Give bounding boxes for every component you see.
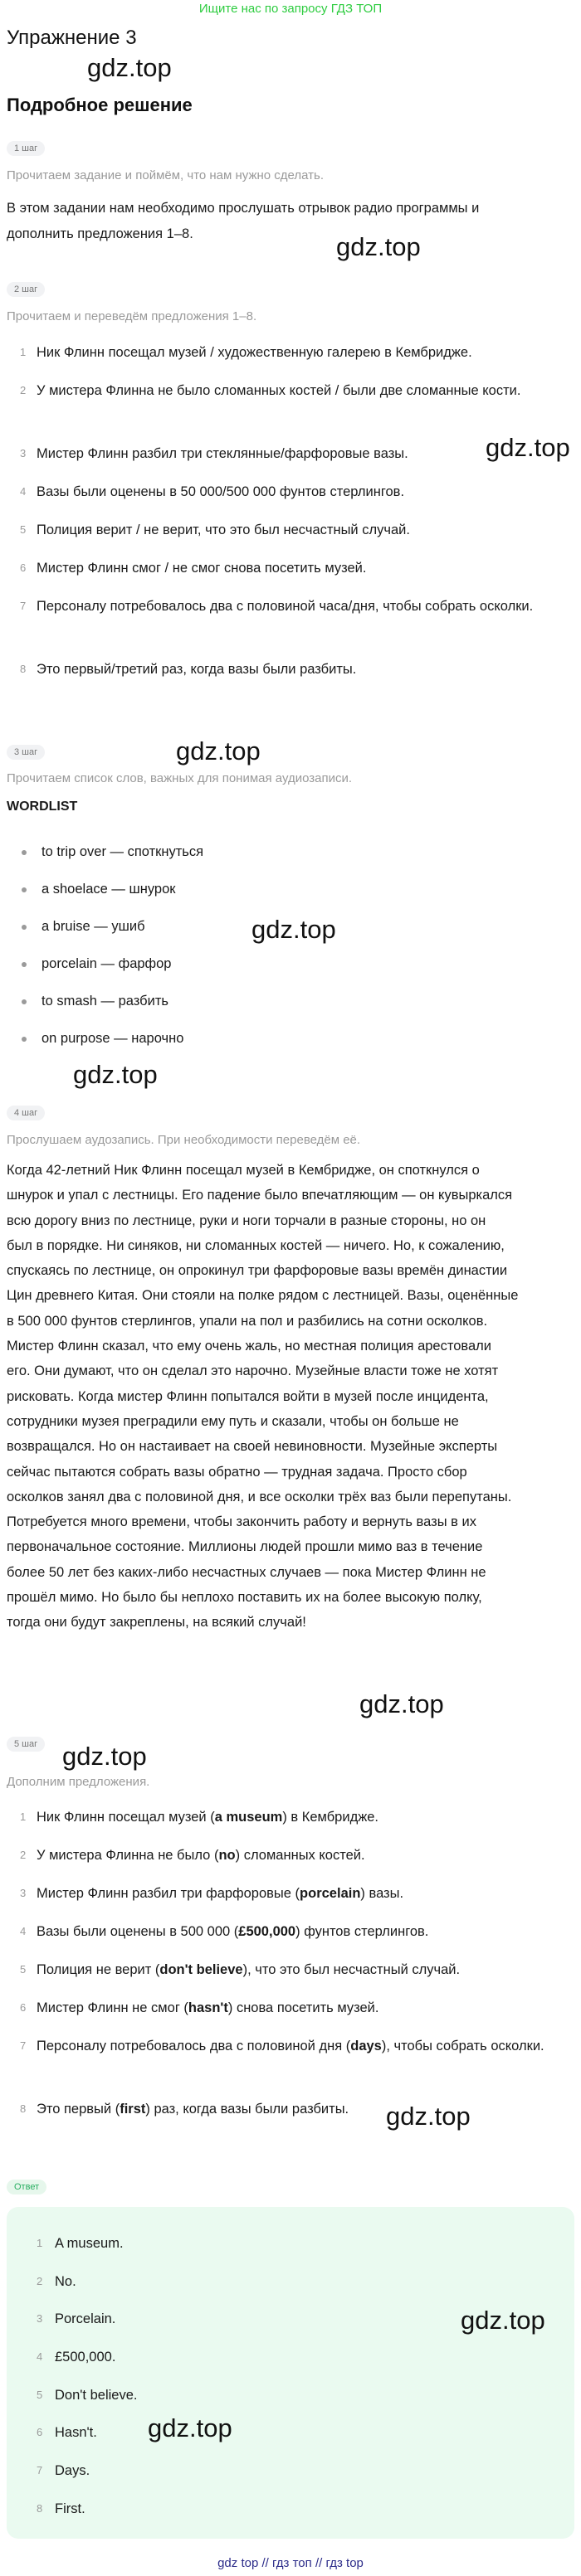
list-item: 5 Don't believe. — [37, 2387, 138, 2403]
solution-title: Подробное решение — [7, 95, 193, 115]
text-line: тогда они будут закреплены, на всякий случай! — [7, 1615, 306, 1631]
list-item: 1 Ник Флинн посещал музей (a museum) в Кембридже. — [20, 1810, 378, 1825]
watermark: gdz.top — [176, 736, 261, 766]
exercise-title: Упражнение 3 — [7, 27, 137, 49]
text-line: рисковать. Когда мистер Флинн попытался войти в музей после инцидента, — [7, 1388, 489, 1404]
list-item: 7 Персоналу потребовалось два с половиной дня (days), чтобы собрать осколки. — [20, 2039, 544, 2054]
watermark: gdz.top — [251, 915, 336, 944]
footer-links — [0, 2556, 581, 2570]
list-item: 7 Персоналу потребовалось два с половиной часа/дня, чтобы собрать осколки. — [20, 599, 534, 614]
text-line: Потребуется много времени, чтобы закончить работу и вернуть вазы в их — [7, 1514, 476, 1530]
text-line: сотрудники музея преградили ему путь и сказали, чтобы он больше не — [7, 1413, 459, 1429]
answer-badge: Ответ — [7, 2180, 46, 2194]
text-line: возвращался. Но он настаивает на своей невиновности. Музейные эксперты — [7, 1439, 498, 1455]
list-item: a shoelace — шнурок — [7, 877, 203, 914]
list-item: 6 Hasn't. — [37, 2425, 97, 2441]
text-line: всю дорогу вниз по лестнице, руки и ноги торчали в разные стороны, но он — [7, 1213, 486, 1228]
text-line: осколков занял два с половиной дня, и все осколки трёх ваз были перепутаны. — [7, 1489, 512, 1504]
text-line: Мистер Флинн сказал, что ему очень жаль, но местная полиция арестовали — [7, 1339, 492, 1354]
list-item: 5 Полиция верит / не верит, что это был несчастный случай. — [20, 522, 410, 537]
step-4-badge: 4 шаг — [7, 1106, 45, 1120]
text-line: первоначальное состояние. Миллионы людей прошли мимо ваз в течение — [7, 1539, 483, 1555]
watermark: gdz.top — [73, 1060, 158, 1089]
footer-link[interactable]: гдз топ — [272, 2556, 312, 2570]
step-5-badge: 5 шаг — [7, 1737, 45, 1752]
text-line: был в порядке. Ни синяков, ни сломанных костей — ничего. Но, к сожалению, — [7, 1237, 505, 1253]
step-2-badge: 2 шаг — [7, 282, 45, 297]
list-item: porcelain — фарфор — [7, 951, 203, 989]
watermark: gdz.top — [461, 2306, 545, 2335]
footer-separator: // — [261, 2556, 269, 2570]
list-item: 5 Полиция не верит (don't believe), что это был несчастный случай. — [20, 1962, 461, 1977]
text-line: В этом задании нам необходимо прослушать отрывок радио программы и — [7, 201, 480, 216]
list-item: to smash — разбить — [7, 989, 203, 1026]
top-banner[interactable]: Ищите нас по запросу ГДЗ ТОП — [198, 2, 383, 16]
list-item: 3 Мистер Флинн разбил три фарфоровые (porcelain) вазы. — [20, 1886, 404, 1901]
watermark: gdz.top — [486, 433, 570, 462]
text-line: прошёл мимо. Но было бы неплохо поставить их на более высокую полку, — [7, 1590, 482, 1606]
step-5-instruction: Дополним предложения. — [7, 1775, 150, 1789]
text-line: спускаясь по лестнице, он опрокинул три фарфоровые вазы времён династии — [7, 1263, 508, 1279]
watermark: gdz.top — [386, 2102, 471, 2131]
list-item: 4 Вазы были оценены в 500 000 (£500,000) фунтов стерлингов. — [20, 1924, 429, 1939]
text-line: дополнить предложения 1–8. — [7, 226, 193, 241]
step-5-list — [7, 1805, 571, 2135]
list-item: 8 First. — [37, 2501, 85, 2516]
step-2-instruction: Прочитаем и переведём предложения 1–8. — [7, 309, 257, 323]
list-item: a bruise — ушиб — [7, 914, 203, 951]
list-item: 8 Это первый (first) раз, когда вазы были разбиты. — [20, 2102, 349, 2117]
watermark: gdz.top — [359, 1689, 444, 1718]
watermark: gdz.top — [87, 53, 172, 82]
text-line: в 500 000 фунтов стерлингов, упали на пол и разбились на сотни осколков. — [7, 1313, 488, 1329]
watermark: gdz.top — [336, 232, 421, 261]
list-item: 3 Мистер Флинн разбил три стеклянные/фарфоровые вазы. — [20, 446, 408, 461]
step-1-instruction: Прочитаем задание и поймём, что нам нужно сделать. — [7, 168, 325, 182]
list-item: 8 Это первый/третий раз, когда вазы были разбиты. — [20, 662, 357, 677]
step-4-instruction: Прослушаем аудозапись. При необходимости переведём её. — [7, 1133, 361, 1147]
step-1-badge: 1 шаг — [7, 141, 45, 156]
text-line: сейчас пытаются собрать вазы обратно — трудная задача. Просто сбор — [7, 1464, 467, 1480]
step-1-text — [7, 196, 579, 247]
wordlist-title: WORDLIST — [7, 800, 78, 814]
list-item: 1 Ник Флинн посещал музей / художественную галерею в Кембридже. — [20, 345, 472, 360]
answer-list — [25, 2231, 137, 2535]
text-line: Цин древнего Китая. Они стояли на полке рядом с лестницей. Вазы, оценённые — [7, 1288, 519, 1304]
text-line: более 50 лет без каких-либо несчастных случаев — пока Мистер Флинн не — [7, 1564, 486, 1580]
list-item: to trip over — споткнуться — [7, 839, 203, 877]
list-item: 4 £500,000. — [37, 2350, 116, 2365]
list-item: 2 No. — [37, 2273, 76, 2289]
text-line: Когда 42-летний Ник Флинн посещал музей в Кембридже, он споткнулся о — [7, 1163, 480, 1178]
step-4-text — [7, 1158, 579, 1636]
list-item: 3 Porcelain. — [37, 2311, 116, 2327]
footer-separator: // — [315, 2556, 323, 2570]
list-item: 6 Мистер Флинн не смог (hasn't) снова посетить музей. — [20, 2000, 379, 2015]
text-line: шнурок и упал с лестницы. Его падение было впечатляющим — он кувыркался — [7, 1188, 513, 1203]
watermark: gdz.top — [148, 2413, 232, 2442]
watermark: gdz.top — [62, 1742, 147, 1771]
list-item: 7 Days. — [37, 2463, 90, 2479]
text-line: его. Они думают, что он сделал это нарочно. Музейные власти тоже не хотят — [7, 1363, 499, 1379]
step-2-list — [7, 340, 571, 695]
list-item: 1 A museum. — [37, 2236, 124, 2251]
footer-link[interactable]: гдз top — [325, 2556, 364, 2570]
step-3-badge: 3 шаг — [7, 745, 45, 760]
footer-link[interactable]: gdz top — [217, 2556, 259, 2570]
list-item: 2 У мистера Флинна не было сломанных костей / были две сломанные кости. — [20, 383, 521, 398]
step-3-instruction: Прочитаем список слов, важных для понимая аудиозаписи. — [7, 771, 353, 785]
wordlist — [7, 839, 203, 1063]
list-item: 2 У мистера Флинна не было (no) сломанных костей. — [20, 1848, 365, 1863]
list-item: 4 Вазы были оценены в 50 000/500 000 фунтов стерлингов. — [20, 484, 405, 499]
list-item: on purpose — нарочно — [7, 1026, 203, 1063]
list-item: 6 Мистер Флинн смог / не смог снова посетить музей. — [20, 561, 367, 576]
